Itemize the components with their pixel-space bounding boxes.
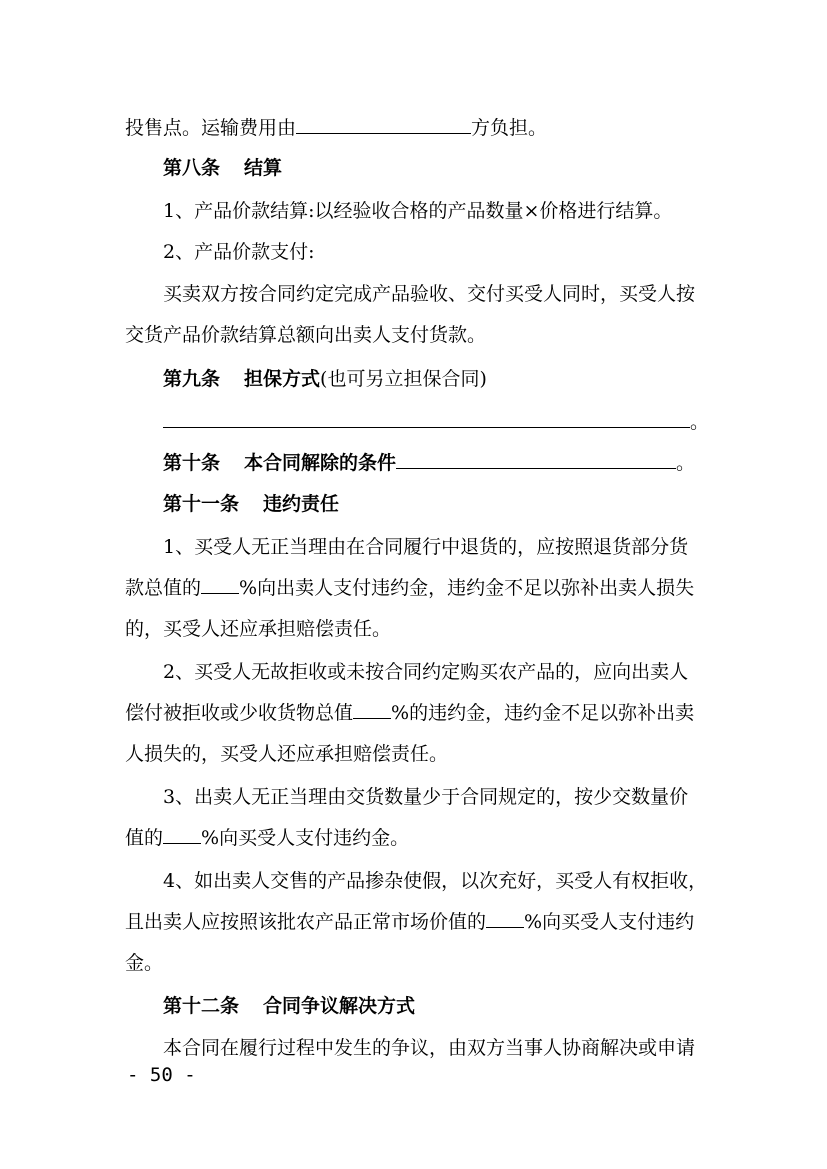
text: 款总值的	[125, 577, 202, 599]
text: 方负担。	[471, 117, 548, 139]
blank-line	[353, 701, 391, 719]
blank-line	[296, 116, 471, 134]
text-line	[125, 695, 694, 731]
text: %向买受人支付违约	[524, 911, 695, 933]
text: %的违约金，违约金不足以弥补出卖	[391, 702, 695, 724]
text: %向出卖人支付违约金，违约金不足以弥补出卖人损失	[239, 577, 695, 599]
article-8-heading	[163, 150, 282, 186]
article-title: 违约责任	[263, 493, 340, 515]
text: 。	[676, 452, 696, 474]
article-9-heading	[163, 361, 487, 397]
text-line: 3、出卖人无正当理由交货数量少于合同规定的，按少交数量价	[163, 786, 689, 808]
text: 投售点。运输费用由	[125, 117, 297, 139]
text-line: 1、产品价款结算:以经验收合格的产品数量×价格进行结算。	[163, 200, 673, 222]
article-title: 本合同解除的条件	[244, 452, 397, 474]
text-line: 2、产品价款支付:	[163, 241, 315, 263]
text-line: 本合同在履行过程中发生的争议，由双方当事人协商解决或申请	[163, 1037, 696, 1059]
text-line: 的，买受人还应承担赔偿责任。	[125, 618, 392, 640]
text: 值的	[125, 827, 164, 849]
text-line	[125, 570, 694, 606]
text-line	[163, 404, 709, 440]
article-number: 第十一条	[163, 493, 240, 515]
article-note: (也可另立担保合同)	[320, 368, 487, 390]
blank-line	[396, 451, 676, 469]
text-line: 4、如出卖人交售的产品掺杂使假，以次充好，买受人有权拒收，	[163, 870, 708, 892]
text-line: 2、买受人无故拒收或未按合同约定购买农产品的，应向出卖人	[163, 661, 689, 683]
text-line: 人损失的，买受人还应承担赔偿责任。	[125, 743, 449, 765]
text-line: 买卖双方按合同约定完成产品验收、交付买受人同时，买受人按	[163, 283, 696, 305]
text: %向买受人支付违约金。	[201, 827, 410, 849]
text-line	[125, 820, 409, 856]
text-line: 交货产品价款结算总额向出卖人支付货款。	[125, 324, 487, 346]
blank-line	[201, 576, 239, 594]
blank-line	[163, 410, 690, 428]
article-title: 合同争议解决方式	[263, 995, 416, 1017]
article-number: 第九条	[163, 368, 221, 390]
text: 。	[690, 411, 710, 433]
text-line: 金。	[125, 952, 164, 974]
article-title: 担保方式	[244, 368, 321, 390]
article-number: 第十条	[163, 452, 221, 474]
article-number: 第十二条	[163, 995, 240, 1017]
blank-line	[163, 826, 201, 844]
text-line	[125, 904, 694, 940]
article-12-heading	[163, 988, 415, 1024]
page-number: - 50 -	[127, 1064, 196, 1086]
article-number: 第八条	[163, 157, 221, 179]
text-line	[125, 110, 547, 146]
article-11-heading	[163, 486, 339, 522]
text: 偿付被拒收或少收货物总值	[125, 702, 354, 724]
article-title: 结算	[244, 157, 283, 179]
article-10-heading	[163, 445, 695, 481]
text: 且出卖人应按照该批农产品正常市场价值的	[125, 911, 487, 933]
text-line: 1、买受人无正当理由在合同履行中退货的，应按照退货部分货	[163, 536, 689, 558]
blank-line	[486, 910, 524, 928]
